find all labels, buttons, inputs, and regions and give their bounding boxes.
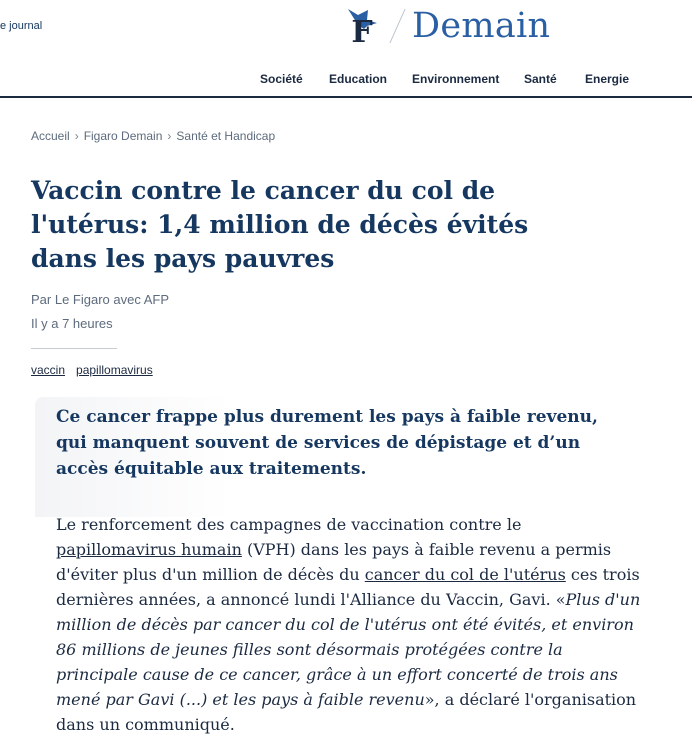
breadcrumb-home[interactable]: Accueil [31,129,70,143]
figaro-logo-icon [345,7,381,45]
article-tags [31,363,153,377]
nav-item-education[interactable]: Education [329,72,388,86]
link-cancer-col-uterus[interactable]: cancer du col de l'utérus [364,565,566,584]
breadcrumb [31,129,275,143]
article-timestamp: Il y a 7 heures [31,316,113,331]
header-journal-label[interactable]: e journal [0,20,43,32]
meta-divider [31,348,117,349]
nav-divider [0,96,692,98]
chevron-right-icon: › [74,129,79,143]
tag-papillomavirus[interactable]: papillomavirus [76,363,153,377]
breadcrumb-sante-handicap[interactable]: Santé et Handicap [176,129,276,143]
logo-divider [389,9,405,43]
svg-text:F: F [351,15,373,45]
breadcrumb-figaro-demain[interactable]: Figaro Demain [83,129,163,143]
section-title: Demain [412,6,551,46]
tag-vaccin[interactable]: vaccin [31,363,66,377]
body-quote: Plus d'un million de décès par cancer du col de l'utérus ont été évités, et environ 86 millions de jeunes filles sont désormais protégées contre la principale cause de ce cancer, grâce à un effort concerté de trois ans mené par Gavi (...) et les pays à faible revenu [56,590,641,709]
article-byline: Par Le Figaro avec AFP [31,292,170,307]
nav-item-societe[interactable]: Société [260,72,303,86]
body-text-segment: Le renforcement des campagnes de vaccination contre le [56,515,522,534]
figaro-demain-logo[interactable] [345,4,550,48]
nav-item-environnement[interactable]: Environnement [412,72,500,86]
article-body-paragraph [56,512,646,737]
nav-item-energie[interactable]: Energie [585,72,630,86]
body-text-segment: (VPH) dans les pays à faible revenu a permis d'éviter plus d'un million de décès du [56,540,612,584]
nav-item-sante[interactable]: Santé [524,72,557,86]
body-text-segment: ces trois dernières années, a annoncé lundi l'Alliance du Vaccin, Gavi. « [56,565,640,609]
article-headline: Vaccin contre le cancer du col de l'utérus: 1,4 million de décès évités dans les pays pauvres [31,176,529,273]
link-papillomavirus-humain[interactable]: papillomavirus humain [56,540,242,559]
body-text-segment: », a déclaré l'organisation dans un communiqué. [56,690,637,734]
chevron-right-icon: › [167,129,172,143]
article-chapo: Ce cancer frappe plus durement les pays à faible revenu, qui manquent souvent de services de dépistage et d’un accès équitable aux traitements. [56,407,598,479]
main-navigation [0,72,692,90]
